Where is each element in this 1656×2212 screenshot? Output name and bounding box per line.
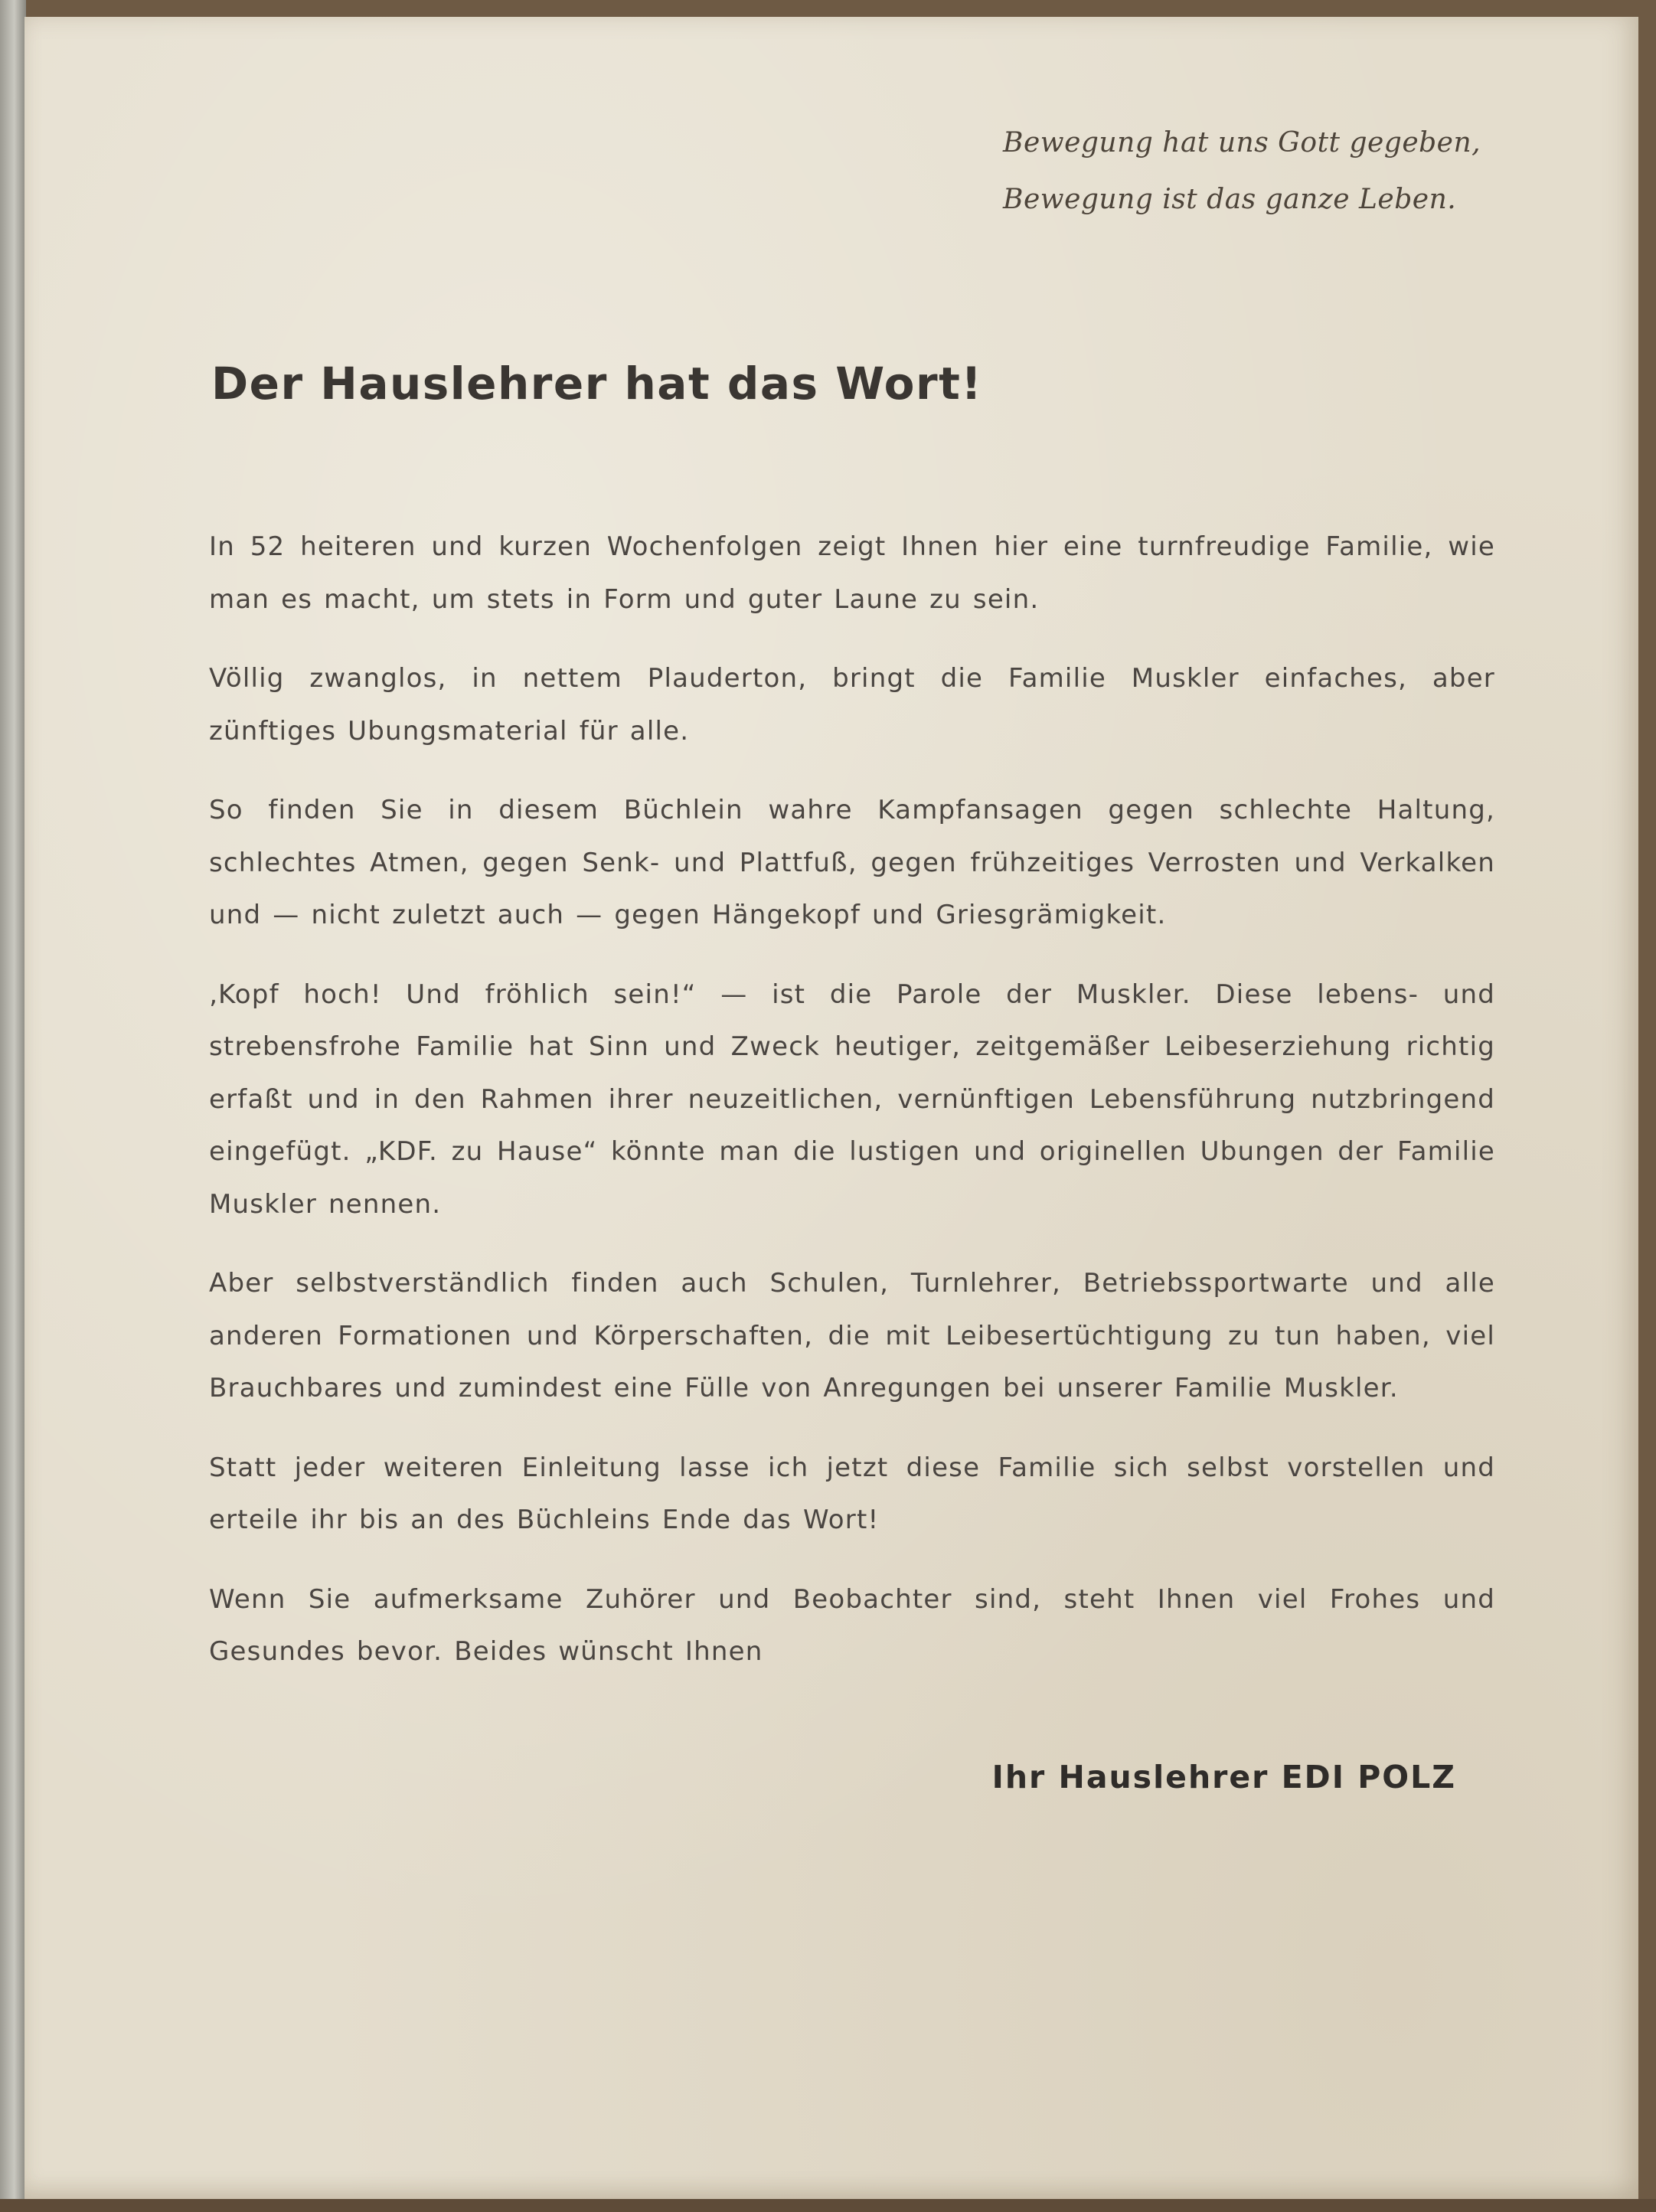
paragraph-6: Statt jeder weiteren Einleitung lasse ich jetzt diese Familie sich selbst vorstellen und erteile ihr bis an des Büchleins Ende das Wort!: [209, 1452, 1495, 1535]
table-surface: [0, 2199, 1656, 2212]
book-page: [24, 17, 1638, 2199]
body-text: [209, 521, 1495, 1705]
motto-line-1: Bewegung hat uns Gott gegeben,: [1003, 127, 1481, 158]
signature: Ihr Hauslehrer EDI POLZ: [991, 1759, 1456, 1795]
paragraph-5: Aber selbstverständlich finden auch Schulen, Turnlehrer, Betriebssportwarte und alle anderen Formationen und Körperschaften, die mit Leibesertüchtigung zu tun haben, viel Brauchbares und zumindest eine Fülle von Anregungen bei unserer Familie Muskler.: [209, 1268, 1495, 1403]
paragraph-2: Völlig zwanglos, in nettem Plauderton, bringt die Familie Muskler einfaches, aber zünftiges Ubungsmaterial für alle.: [209, 663, 1495, 747]
book-spine: [0, 0, 26, 2212]
paragraph-1: In 52 heiteren und kurzen Wochenfolgen zeigt Ihnen hier eine turnfreudige Familie, wie man es macht, um stets in Form und guter Laune zu sein.: [209, 531, 1495, 615]
paragraph-4: ‚Kopf hoch! Und fröhlich sein!“ — ist die Parole der Muskler. Diese lebens- und strebensfrohe Familie hat Sinn und Zweck heutiger, zeitgemäßer Leibeserziehung richtig erfaßt und in den Rahmen ihrer neuzeitlichen, vernünftigen Lebensführung nutzbringend eingefügt. „KDF. zu Hause“ könnte man die lustigen und originellen Ubungen der Familie Muskler nennen.: [209, 979, 1495, 1220]
page-title: Der Hauslehrer hat das Wort!: [211, 358, 983, 410]
motto: [1003, 115, 1585, 228]
paragraph-3: So finden Sie in diesem Büchlein wahre Kampfansagen gegen schlechte Haltung, schlechtes Atmen, gegen Senk- und Plattfuß, gegen frühzeitiges Verrosten und Verkalken und — nicht zuletzt auch — gegen Hängekopf und Griesgrämigkeit.: [209, 795, 1495, 930]
motto-line-2: Bewegung ist das ganze Leben.: [1003, 184, 1457, 215]
paragraph-7: Wenn Sie aufmerksame Zuhörer und Beobachter sind, steht Ihnen viel Frohes und Gesundes bevor. Beides wünscht Ihnen: [209, 1583, 1495, 1667]
